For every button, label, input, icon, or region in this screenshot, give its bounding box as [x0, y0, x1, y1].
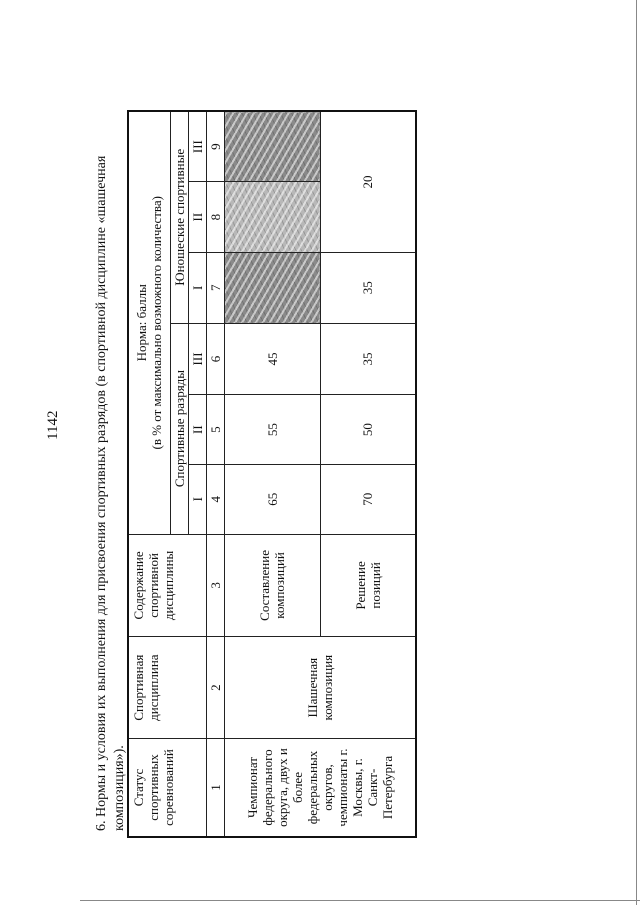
table-caption: 6. Нормы и условия их выполнения для присвоения спортивных разрядов (в спортивной дисциплине «шашечная композиция»). — [94, 155, 127, 831]
hatched-cell — [224, 252, 320, 323]
column-number: 4 — [206, 464, 224, 534]
norm-value: 70 — [320, 464, 416, 534]
column-number: 8 — [206, 182, 224, 253]
header-norm — [128, 111, 170, 534]
rank-label: I — [188, 252, 206, 323]
header-norm-title: Норма: баллы — [134, 284, 150, 362]
rank-label: III — [188, 111, 206, 182]
rank-label: III — [188, 323, 206, 395]
header-content: Содержание спортивной дисциплины — [128, 534, 206, 637]
discipline-value: Шашечная композиция — [224, 637, 416, 739]
column-number: 1 — [206, 739, 224, 838]
norms-table — [127, 110, 417, 838]
header-status: Статус спортивных соревнований — [128, 739, 206, 838]
header-youth-ranks: Юношеские спортивные — [170, 111, 188, 323]
column-number: 2 — [206, 637, 224, 739]
scan-edge-bottom — [80, 900, 640, 901]
rank-label: II — [188, 182, 206, 253]
header-discipline: Спортивная дисциплина — [128, 637, 206, 739]
page-number: 1142 — [45, 410, 61, 440]
norm-value: 55 — [224, 395, 320, 465]
norm-value: 35 — [320, 323, 416, 395]
norm-value: 20 — [320, 111, 416, 252]
norm-value: 65 — [224, 464, 320, 534]
norm-value: 50 — [320, 395, 416, 465]
hatched-cell — [224, 182, 320, 253]
scan-edge-right — [636, 0, 637, 905]
column-number: 9 — [206, 111, 224, 182]
header-norm-subtitle: (в % от максимально возможного количества) — [149, 196, 165, 450]
header-sport-ranks: Спортивные разряды — [170, 323, 188, 534]
status-value: Чемпионат федерального округа, двух и более федеральных округов, чемпионаты г. Москвы, г. Санкт-Петербурга — [224, 739, 416, 838]
rank-label: I — [188, 464, 206, 534]
column-number: 6 — [206, 323, 224, 395]
content-value: Решение позиций — [320, 534, 416, 637]
rotated-content — [15, 15, 615, 845]
column-number: 5 — [206, 395, 224, 465]
hatched-cell — [224, 111, 320, 182]
column-number: 3 — [206, 534, 224, 637]
norm-value: 35 — [320, 252, 416, 323]
content-value: Составление композиций — [224, 534, 320, 637]
rank-label: II — [188, 395, 206, 465]
column-number: 7 — [206, 252, 224, 323]
norm-value: 45 — [224, 323, 320, 395]
